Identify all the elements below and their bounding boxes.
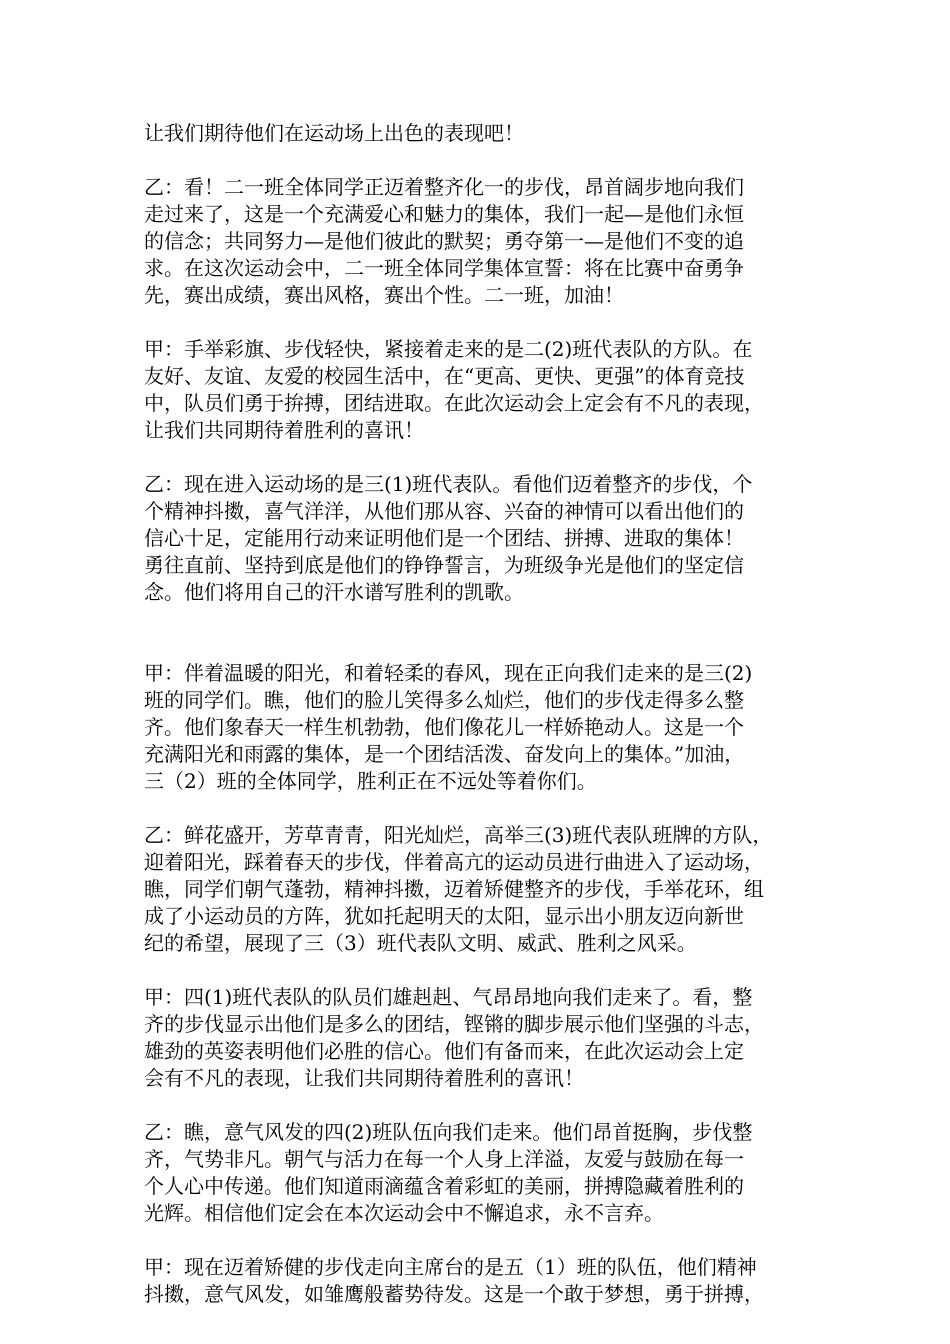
paragraph-class-5-1: 甲：现在迈着矫健的步伐走向主席台的是五（1）班的队伍，他们精神 抖擞，意气风发，如雏鹰般蓄势待发。这是一个敢于梦想，勇于拼搏， [144, 1255, 764, 1306]
paragraph-class-2-2: 甲：手举彩旗、步伐轻快，紧接着走来的是二(2)班代表队的方队。在 友好、友谊、友爱的校园生活中，在“更高、更快、更强”的体育竞技 中，队员们勇于拚搏，团结进取。在此次运动会上定会有不凡的表现， 让我们共同期待着胜利的喜讯！ [144, 337, 764, 442]
paragraph-class-4-2: 乙：瞧，意气风发的四(2)班队伍向我们走来。他们昂首挺胸，步伐整 齐，气势非凡。朝气与活力在每一个人身上洋溢，友爱与鼓励在每一 个人心中传递。他们知道雨滴蕴含着彩虹的美丽，拼搏隐藏着胜利的 光辉。相信他们定会在本次运动会中不懈追求，永不言弃。 [144, 1120, 753, 1225]
paragraph-class-3-2: 甲：伴着温暖的阳光，和着轻柔的春风，现在正向我们走来的是三(2) 班的同学们。瞧，他们的脸儿笑得多么灿烂，他们的步伐走得多么整 齐。他们象春天一样生机勃勃，他们像花儿一样娇艳动人。这是一个 充满阳光和雨露的集体，是一个团结活泼、奋发向上的集体。”加油， 三（2）班的全体同学，胜利正在不远处等着你们。 [144, 661, 753, 793]
paragraph-class-3-1: 乙：现在进入运动场的是三(1)班代表队。看他们迈着整齐的步伐，个 个精神抖擞，喜气洋洋，从他们那从容、兴奋的神情可以看出他们的 信心十足，定能用行动来证明他们是一个团结、拼搏、进取的集体！ 勇往直前、坚持到底是他们的铮铮誓言，为班级争光是他们的坚定信 念。他们将用自己的汗水谱写胜利的凯歌。 [144, 472, 753, 604]
document-body [144, 120, 814, 1335]
paragraph-class-4-1: 甲：四(1)班代表队的队员们雄赳赳、气昂昂地向我们走来了。看，整 齐的步伐显示出他们是多么的团结，铿锵的脚步展示他们坚强的斗志， 雄劲的英姿表明他们必胜的信心。他们有备而来，在此次运动会上定 会有不凡的表现，让我们共同期待着胜利的喜讯！ [144, 985, 764, 1090]
paragraph-intro-closing: 让我们期待他们在运动场上出色的表现吧！ [144, 121, 524, 145]
paragraph-class-3-3: 乙：鲜花盛开，芳草青青，阳光灿烂，高举三(3)班代表队班牌的方队， 迎着阳光，踩着春天的步伐，伴着高亢的运动员进行曲进入了运动场， 瞧，同学们朝气蓬勃，精神抖擞，迈着矫健整齐的步伐，手举花环，组 成了小运动员的方阵，犹如托起明天的太阳，显示出小朋友迈向新世 纪的希望，展现了三（3）班代表队文明、威武、胜利之风采。 [144, 823, 773, 955]
paragraph-class-2-1: 乙：看！二一班全体同学正迈着整齐化一的步伐，昂首阔步地向我们 走过来了，这是一个充满爱心和魅力的集体，我们一起—是他们永恒 的信念；共同努力—是他们彼此的默契；勇夺第一—是他们不变的追 求。在这次运动会中，二一班全体同学集体宣誓：将在比赛中奋勇争 先，赛出成绩，赛出风格，赛出个性。二一班，加油！ [144, 175, 744, 307]
